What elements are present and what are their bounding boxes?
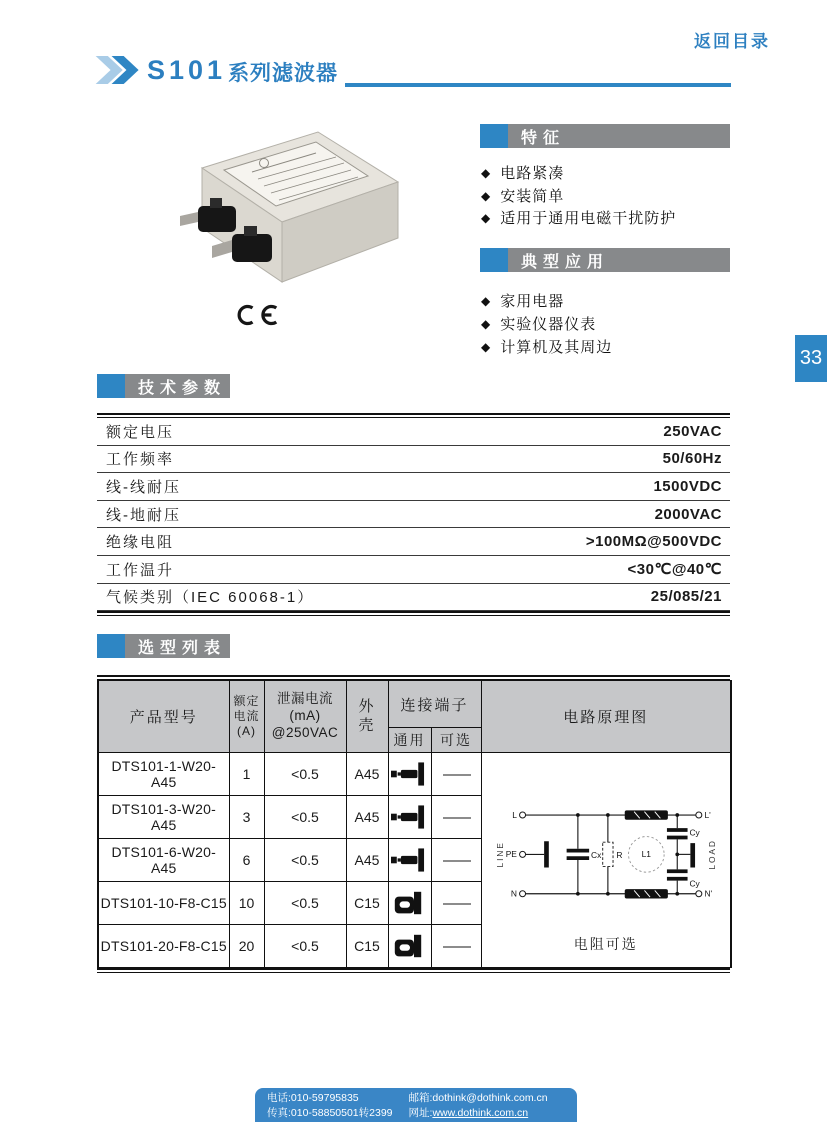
col-header-line: 泄漏电流 (277, 691, 333, 707)
param-label: 绝缘电阻 (106, 534, 175, 552)
current-cell: 10 (229, 882, 264, 925)
param-label: 线-地耐压 (106, 506, 181, 524)
faston-terminal-icon (391, 805, 429, 829)
case-cell: C15 (346, 925, 388, 968)
table-bottom-rule (97, 968, 730, 973)
param-value: <30℃@40℃ (627, 561, 722, 579)
page-number-badge: 33 (795, 335, 827, 382)
selection-section-header (97, 634, 230, 658)
footer-right-column (409, 1091, 548, 1121)
cy-bottom-label: Cy (689, 878, 700, 889)
param-value: 1500VDC (653, 477, 722, 495)
tech-params-heading: 技术参数 (125, 374, 230, 398)
circuit-schematic (482, 770, 731, 954)
current-cell: 20 (229, 925, 264, 968)
feature-label: 安装简单 (500, 188, 565, 205)
features-heading: 特征 (508, 124, 730, 148)
faston-terminal-icon (391, 762, 429, 786)
leakage-cell: <0.5 (264, 753, 346, 796)
product-photo (140, 110, 415, 300)
back-to-catalog-link[interactable]: 返回目录 (694, 32, 770, 51)
diamond-bullet-icon: ◆ (481, 316, 492, 331)
col-header-leakage-current (264, 681, 346, 753)
col-header-line: 电流 (233, 709, 260, 723)
header-accent-square (97, 374, 125, 398)
tech-param-row (97, 584, 730, 612)
col-header-line: 额定 (233, 694, 260, 708)
footer-website-link[interactable]: www.dothink.com.cn (432, 1107, 529, 1119)
feature-item (481, 185, 564, 206)
tech-param-row (97, 418, 730, 446)
param-label: 线-线耐压 (106, 478, 181, 496)
footer-contact-bar (255, 1088, 577, 1122)
param-label: 气候类别（IEC 60068-1） (106, 589, 315, 607)
param-value: 250VAC (663, 422, 722, 440)
page-title (95, 54, 338, 86)
schematic-note: 电阻可选 (573, 936, 638, 952)
header-accent-square (480, 124, 508, 148)
current-cell: 1 (229, 753, 264, 796)
model-cell: DTS101-20-F8-C15 (98, 925, 229, 968)
footer-website-label: 网址: (408, 1107, 433, 1119)
schematic-cell (481, 753, 731, 968)
application-item (481, 336, 612, 357)
tech-param-row (97, 501, 730, 529)
current-cell: 6 (229, 839, 264, 882)
selection-heading: 选型列表 (125, 634, 230, 658)
diamond-bullet-icon: ◆ (481, 165, 492, 180)
title-underline (345, 83, 731, 87)
cy-top-label: Cy (689, 827, 700, 838)
feature-label: 电路紧凑 (500, 165, 565, 182)
col-header-model: 产品型号 (98, 681, 229, 753)
col-header-terminals: 连接端子 (388, 681, 481, 728)
applications-section-header (480, 248, 730, 272)
applications-heading: 典型应用 (508, 248, 730, 272)
application-item (481, 290, 564, 311)
footer-phone: 电话:010-59795835 (267, 1091, 359, 1104)
optional-terminal-cell: —— (431, 839, 481, 882)
col-header-line: (mA) (289, 708, 321, 724)
footer-fax: 传真:010-58850501转2399 (267, 1107, 393, 1119)
case-cell: A45 (346, 839, 388, 882)
col-header-case (346, 681, 388, 753)
col-header-line: 壳 (358, 716, 376, 734)
cx-label: Cx (590, 850, 602, 861)
param-value: 2000VAC (654, 505, 722, 523)
application-label: 家用电器 (500, 293, 565, 310)
terminal-pe-label: PE (505, 849, 517, 860)
optional-terminal-cell: —— (431, 882, 481, 925)
faston-terminal-icon (391, 848, 429, 872)
terminal-n-label: N (510, 888, 517, 899)
r-label: R (616, 850, 623, 861)
application-item (481, 313, 596, 334)
selection-table (97, 680, 732, 968)
tech-param-row (97, 446, 730, 474)
optional-terminal-cell: —— (431, 925, 481, 968)
diamond-bullet-icon: ◆ (481, 293, 492, 308)
application-label: 计算机及其周边 (500, 339, 613, 356)
line-side-label: LINE (494, 841, 505, 868)
terminal-cell (388, 882, 431, 925)
model-cell: DTS101-10-F8-C15 (98, 882, 229, 925)
param-label: 工作频率 (106, 451, 175, 469)
terminal-cell (388, 753, 431, 796)
col-header-line: 外 (358, 697, 376, 715)
circuit-schematic-icon (484, 770, 728, 920)
param-value: 25/085/21 (650, 588, 722, 606)
diamond-bullet-icon: ◆ (481, 188, 492, 203)
l1-label: L1 (641, 849, 651, 860)
features-section-header (480, 124, 730, 148)
ring-terminal-icon (394, 890, 426, 916)
col-header-terminal-common: 通用 (388, 728, 431, 753)
model-cell: DTS101-3-W20-A45 (98, 796, 229, 839)
terminal-cell (388, 925, 431, 968)
col-header-terminal-optional: 可选 (431, 728, 481, 753)
optional-terminal-cell: —— (431, 796, 481, 839)
feature-item (481, 207, 676, 228)
param-label: 额定电压 (106, 423, 175, 441)
optional-terminal-cell: —— (431, 753, 481, 796)
leakage-cell: <0.5 (264, 882, 346, 925)
diamond-bullet-icon: ◆ (481, 210, 492, 225)
case-cell: C15 (346, 882, 388, 925)
table-bottom-rule (97, 611, 730, 616)
ring-terminal-icon (394, 933, 426, 959)
series-suffix: 系列滤波器 (228, 62, 339, 85)
leakage-cell: <0.5 (264, 925, 346, 968)
param-value: 50/60Hz (662, 450, 722, 468)
ce-mark-icon (228, 300, 280, 330)
terminal-cell (388, 839, 431, 882)
col-header-line: (A) (237, 724, 256, 738)
double-chevron-icon (95, 56, 143, 84)
param-label: 工作温升 (106, 561, 175, 579)
load-side-label: LOAD (706, 839, 717, 870)
tech-param-row (97, 473, 730, 501)
case-cell: A45 (346, 796, 388, 839)
model-cell: DTS101-6-W20-A45 (98, 839, 229, 882)
tech-param-row (97, 556, 730, 584)
leakage-cell: <0.5 (264, 839, 346, 882)
header-accent-square (480, 248, 508, 272)
diamond-bullet-icon: ◆ (481, 339, 492, 354)
feature-item (481, 162, 564, 183)
col-header-schematic: 电路原理图 (481, 681, 731, 753)
model-cell: DTS101-1-W20-A45 (98, 753, 229, 796)
application-label: 实验仪器仪表 (500, 316, 597, 333)
tech-params-table (97, 413, 730, 616)
terminal-cell (388, 796, 431, 839)
feature-label: 适用于通用电磁干扰防护 (500, 210, 677, 227)
terminal-n-out-label: N' (704, 888, 712, 899)
header-accent-square (97, 634, 125, 658)
series-name: S101 (147, 54, 227, 85)
terminal-l-label: L (512, 809, 517, 820)
leakage-cell: <0.5 (264, 796, 346, 839)
current-cell: 3 (229, 796, 264, 839)
table-row (98, 753, 731, 796)
footer-email: 邮箱:dothink@dothink.com.cn (408, 1091, 548, 1104)
case-cell: A45 (346, 753, 388, 796)
col-header-rated-current (229, 681, 264, 753)
tech-params-section-header (97, 374, 230, 398)
footer-website-row (409, 1106, 548, 1121)
terminal-l-out-label: L' (704, 809, 711, 820)
col-header-line: @250VAC (271, 724, 339, 740)
tech-param-row (97, 528, 730, 556)
selection-table-wrap (97, 675, 730, 973)
param-value: >100MΩ@500VDC (585, 533, 722, 551)
footer-left-column (267, 1091, 393, 1121)
